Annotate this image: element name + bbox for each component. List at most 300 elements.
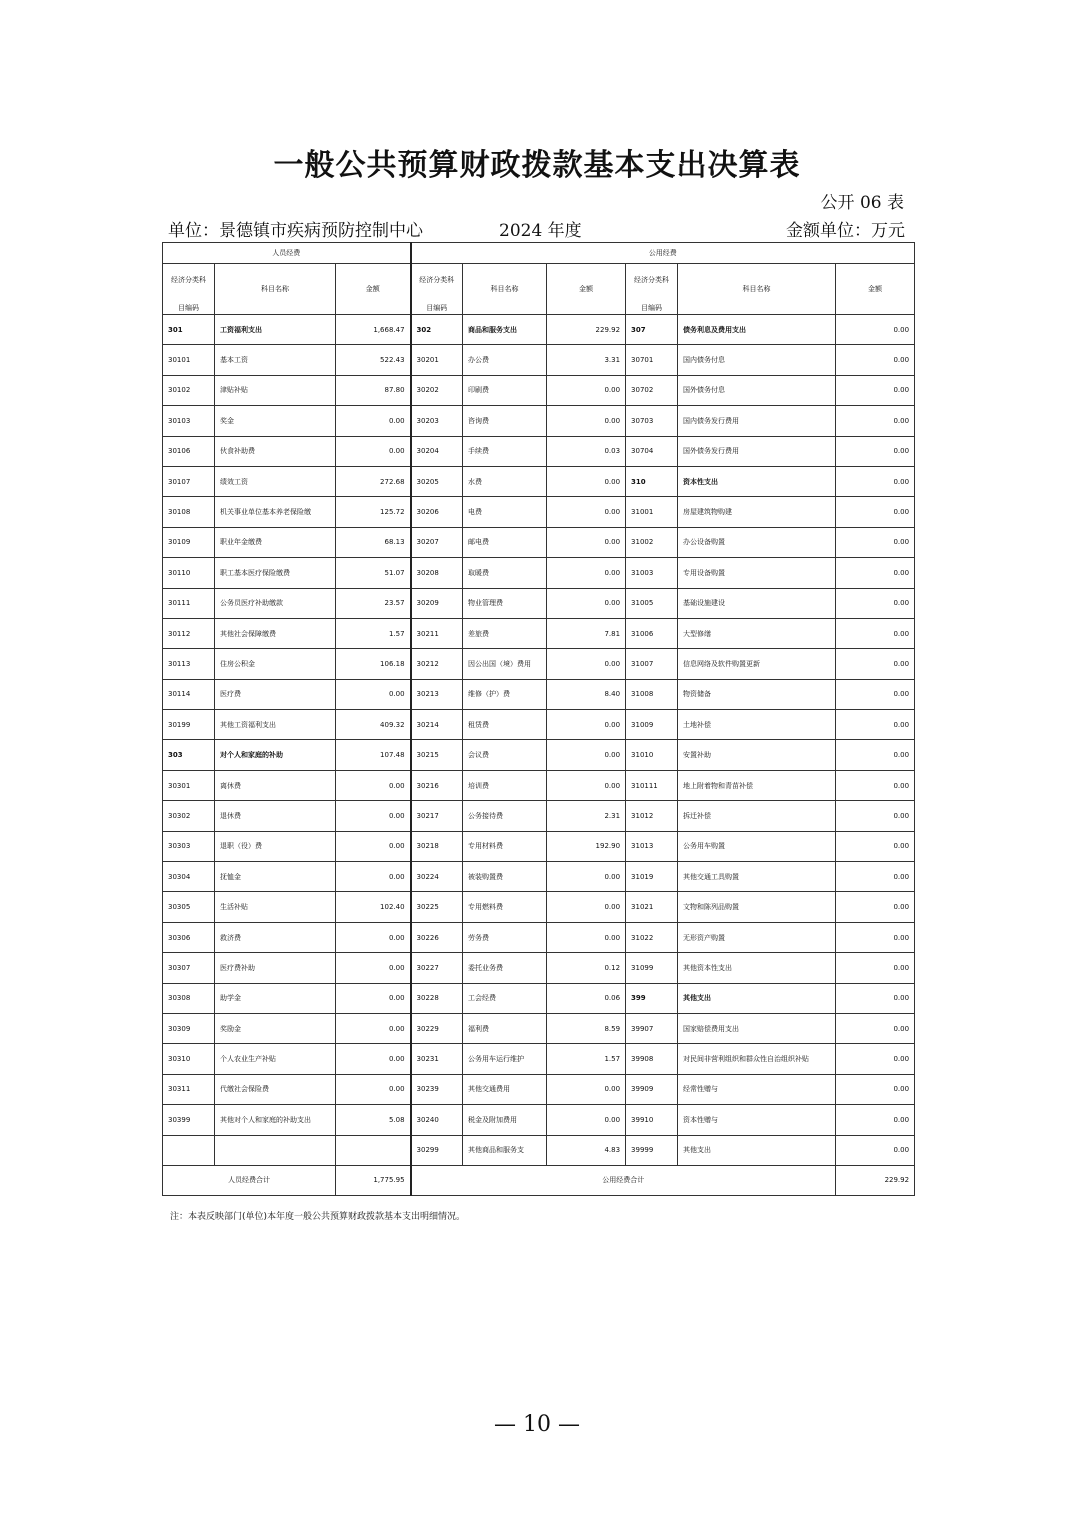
cell-code: 31012 — [626, 801, 678, 831]
table-row — [163, 436, 915, 466]
cell-code: 30110 — [163, 558, 215, 588]
cell-code: 30303 — [163, 831, 215, 861]
table-row — [163, 862, 915, 892]
cell-name: 福利费 — [463, 1013, 547, 1043]
cell-amount: 0.00 — [836, 345, 915, 375]
page-number: — 10 — — [494, 1412, 580, 1437]
cell-name: 办公费 — [463, 345, 547, 375]
cell-name: 商品和服务支出 — [463, 315, 547, 345]
cell-amount: 0.12 — [547, 953, 626, 983]
cell-code: 30113 — [163, 649, 215, 679]
cell-name: 工会经费 — [463, 983, 547, 1013]
cell-code: 30206 — [411, 497, 463, 527]
cell-name: 对个人和家庭的补助 — [215, 740, 336, 770]
cell-code: 30310 — [163, 1044, 215, 1074]
cell-code: 30114 — [163, 679, 215, 709]
cell-name: 公务用车运行维护 — [463, 1044, 547, 1074]
table-row — [163, 770, 915, 800]
table-row — [163, 497, 915, 527]
cell-code: 31003 — [626, 558, 678, 588]
cell-amount: 0.00 — [547, 588, 626, 618]
cell-name: 医疗费 — [215, 679, 336, 709]
cell-amount: 0.00 — [836, 1105, 915, 1135]
cell-amount: 0.00 — [547, 1074, 626, 1104]
cell-name: 咨询费 — [463, 406, 547, 436]
cell-amount: 0.00 — [836, 618, 915, 648]
cell-code: 31019 — [626, 862, 678, 892]
cell-code: 30209 — [411, 588, 463, 618]
cell-amount: 0.00 — [547, 375, 626, 405]
cell-amount: 68.13 — [336, 527, 411, 557]
cell-name: 基本工资 — [215, 345, 336, 375]
cell-name: 电费 — [463, 497, 547, 527]
cell-name: 取暖费 — [463, 558, 547, 588]
table-row — [163, 983, 915, 1013]
cell-name: 对民间非营利组织和群众性自治组织补贴 — [678, 1044, 836, 1074]
cell-amount: 0.00 — [336, 679, 411, 709]
cell-code: 30199 — [163, 710, 215, 740]
cell-name: 国内债务发行费用 — [678, 406, 836, 436]
table-row — [163, 892, 915, 922]
cell-code: 30307 — [163, 953, 215, 983]
cell-code: 30107 — [163, 466, 215, 496]
cell-amount: 0.00 — [547, 892, 626, 922]
footnote: 注：本表反映部门(单位)本年度一般公共预算财政拨款基本支出明细情况。 — [170, 1212, 466, 1222]
table-row — [163, 649, 915, 679]
expenditure-table — [162, 242, 915, 1196]
cell-code: 31009 — [626, 710, 678, 740]
cell-name: 公务用车购置 — [678, 831, 836, 861]
cell-code: 31022 — [626, 922, 678, 952]
cell-code: 31001 — [626, 497, 678, 527]
cell-code: 30214 — [411, 710, 463, 740]
meta-row — [168, 216, 905, 240]
cell-amount: 272.68 — [336, 466, 411, 496]
personnel-total-value: 1,775.95 — [336, 1165, 411, 1195]
cell-code: 30311 — [163, 1074, 215, 1104]
cell-code: 30304 — [163, 862, 215, 892]
cell-name: 工资福利支出 — [215, 315, 336, 345]
cell-amount: 0.00 — [836, 801, 915, 831]
cell-amount: 102.40 — [336, 892, 411, 922]
cell-code: 31013 — [626, 831, 678, 861]
cell-name: 资本性赠与 — [678, 1105, 836, 1135]
cell-amount: 0.00 — [336, 1013, 411, 1043]
cell-amount: 0.00 — [336, 406, 411, 436]
table-row — [163, 922, 915, 952]
cell-code: 310 — [626, 466, 678, 496]
cell-code: 30309 — [163, 1013, 215, 1043]
cell-amount: 5.08 — [336, 1105, 411, 1135]
cell-amount: 522.43 — [336, 345, 411, 375]
cell-name: 房屋建筑物购建 — [678, 497, 836, 527]
cell-name: 公务员医疗补助缴款 — [215, 588, 336, 618]
cell-name: 专用燃料费 — [463, 892, 547, 922]
cell-amount: 1.57 — [336, 618, 411, 648]
cell-amount: 0.00 — [836, 983, 915, 1013]
year-label: 2024 年度 — [499, 221, 582, 241]
group-header-public: 公用经费 — [411, 243, 915, 264]
cell-code: 30227 — [411, 953, 463, 983]
cell-code: 30399 — [163, 1105, 215, 1135]
cell-code: 310111 — [626, 770, 678, 800]
cell-code: 31099 — [626, 953, 678, 983]
cell-amount: 0.00 — [547, 862, 626, 892]
cell-amount: 0.00 — [836, 740, 915, 770]
cell-amount: 0.00 — [836, 862, 915, 892]
cell-code: 31005 — [626, 588, 678, 618]
cell-name: 邮电费 — [463, 527, 547, 557]
cell-name: 救济费 — [215, 922, 336, 952]
cell-amount: 8.59 — [547, 1013, 626, 1043]
cell-code: 30108 — [163, 497, 215, 527]
cell-name: 其他支出 — [678, 1135, 836, 1165]
cell-name: 资本性支出 — [678, 466, 836, 496]
cell-name: 抚恤金 — [215, 862, 336, 892]
cell-amount: 409.32 — [336, 710, 411, 740]
table-row — [163, 679, 915, 709]
cell-name: 信息网络及软件购置更新 — [678, 649, 836, 679]
cell-code: 39909 — [626, 1074, 678, 1104]
cell-amount: 51.07 — [336, 558, 411, 588]
cell-name: 手续费 — [463, 436, 547, 466]
cell-amount: 0.00 — [547, 406, 626, 436]
table-row — [163, 406, 915, 436]
cell-name: 伙食补助费 — [215, 436, 336, 466]
cell-amount: 0.00 — [836, 375, 915, 405]
cell-name: 地上附着物和青苗补偿 — [678, 770, 836, 800]
cell-amount: 0.00 — [547, 1105, 626, 1135]
table-row — [163, 1044, 915, 1074]
cell-name: 其他支出 — [678, 983, 836, 1013]
cell-code: 30305 — [163, 892, 215, 922]
cell-name: 其他交通工具购置 — [678, 862, 836, 892]
cell-amount: 0.00 — [836, 466, 915, 496]
cell-name: 个人农业生产补贴 — [215, 1044, 336, 1074]
cell-name: 经常性赠与 — [678, 1074, 836, 1104]
cell-amount: 0.00 — [836, 588, 915, 618]
cell-amount: 0.00 — [836, 497, 915, 527]
cell-name: 住房公积金 — [215, 649, 336, 679]
cell-name: 因公出国（境）费用 — [463, 649, 547, 679]
personnel-total-label: 人员经费合计 — [163, 1165, 336, 1195]
table-row — [163, 831, 915, 861]
cell-code: 30101 — [163, 345, 215, 375]
cell-amount: 0.00 — [547, 649, 626, 679]
cell-code: 39910 — [626, 1105, 678, 1135]
cell-amount: 4.83 — [547, 1135, 626, 1165]
cell-name: 绩效工资 — [215, 466, 336, 496]
cell-name: 公务接待费 — [463, 801, 547, 831]
table-row — [163, 527, 915, 557]
cell-amount: 0.00 — [836, 1074, 915, 1104]
cell-name: 委托业务费 — [463, 953, 547, 983]
cell-name: 国外债务发行费用 — [678, 436, 836, 466]
cell-name: 被装购置费 — [463, 862, 547, 892]
cell-name: 医疗费补助 — [215, 953, 336, 983]
cell-name: 机关事业单位基本养老保险缴 — [215, 497, 336, 527]
cell-code: 30302 — [163, 801, 215, 831]
cell-code: 30240 — [411, 1105, 463, 1135]
header-name: 科目名称 — [215, 264, 336, 315]
cell-code: 30216 — [411, 770, 463, 800]
cell-code: 30704 — [626, 436, 678, 466]
cell-code: 30112 — [163, 618, 215, 648]
header-code: 经济分类科 目编码 — [411, 264, 463, 315]
cell-amount: 0.00 — [836, 1044, 915, 1074]
cell-name: 水费 — [463, 466, 547, 496]
cell-amount: 7.81 — [547, 618, 626, 648]
cell-amount: 0.00 — [547, 527, 626, 557]
table-row — [163, 953, 915, 983]
cell-amount: 0.00 — [336, 770, 411, 800]
table-row — [163, 740, 915, 770]
cell-amount: 0.00 — [836, 710, 915, 740]
cell-code: 30231 — [411, 1044, 463, 1074]
cell-code: 30211 — [411, 618, 463, 648]
cell-amount: 192.90 — [547, 831, 626, 861]
cell-amount: 0.00 — [336, 801, 411, 831]
cell-code: 30103 — [163, 406, 215, 436]
header-amount: 金额 — [836, 264, 915, 315]
cell-code: 30213 — [411, 679, 463, 709]
public-total-label: 公用经费合计 — [411, 1165, 836, 1195]
cell-code: 30701 — [626, 345, 678, 375]
cell-code: 39907 — [626, 1013, 678, 1043]
page-title: 一般公共预算财政拨款基本支出决算表 — [273, 148, 801, 183]
cell-name: 其他社会保障缴费 — [215, 618, 336, 648]
table-row — [163, 466, 915, 496]
cell-code: 30207 — [411, 527, 463, 557]
cell-code: 30226 — [411, 922, 463, 952]
table-row — [163, 1135, 915, 1165]
cell-code: 31002 — [626, 527, 678, 557]
cell-name: 文物和陈列品购置 — [678, 892, 836, 922]
cell-code: 302 — [411, 315, 463, 345]
cell-amount: 1,668.47 — [336, 315, 411, 345]
cell-code: 30229 — [411, 1013, 463, 1043]
table-row — [163, 375, 915, 405]
cell-code — [163, 1135, 215, 1165]
cell-code: 31021 — [626, 892, 678, 922]
cell-amount — [336, 1135, 411, 1165]
cell-amount: 0.00 — [336, 983, 411, 1013]
cell-name: 培训费 — [463, 770, 547, 800]
cell-name: 差旅费 — [463, 618, 547, 648]
cell-amount: 0.00 — [547, 770, 626, 800]
cell-amount: 0.00 — [547, 922, 626, 952]
cell-code: 30212 — [411, 649, 463, 679]
cell-name: 奖励金 — [215, 1013, 336, 1043]
table-row — [163, 1105, 915, 1135]
cell-amount: 0.03 — [547, 436, 626, 466]
cell-amount: 125.72 — [336, 497, 411, 527]
cell-name: 其他对个人和家庭的补助支出 — [215, 1105, 336, 1135]
cell-amount: 0.00 — [836, 892, 915, 922]
amount-unit-label: 金额单位：万元 — [786, 221, 905, 241]
cell-code: 30703 — [626, 406, 678, 436]
cell-name: 助学金 — [215, 983, 336, 1013]
cell-name: 津贴补贴 — [215, 375, 336, 405]
cell-code: 30109 — [163, 527, 215, 557]
form-code: 公开 06 表 — [820, 193, 904, 213]
cell-name: 物业管理费 — [463, 588, 547, 618]
cell-code: 30218 — [411, 831, 463, 861]
cell-name: 国外债务付息 — [678, 375, 836, 405]
public-total-value: 229.92 — [836, 1165, 915, 1195]
cell-name: 安置补助 — [678, 740, 836, 770]
cell-name: 基础设施建设 — [678, 588, 836, 618]
cell-name — [215, 1135, 336, 1165]
cell-name: 办公设备购置 — [678, 527, 836, 557]
cell-amount: 87.80 — [336, 375, 411, 405]
cell-name: 专用设备购置 — [678, 558, 836, 588]
cell-name: 债务利息及费用支出 — [678, 315, 836, 345]
cell-amount: 2.31 — [547, 801, 626, 831]
group-header-personnel: 人员经费 — [163, 243, 411, 264]
cell-amount: 0.00 — [336, 436, 411, 466]
table-row — [163, 1013, 915, 1043]
cell-code: 39999 — [626, 1135, 678, 1165]
cell-name: 国内债务付息 — [678, 345, 836, 375]
cell-amount: 0.00 — [547, 740, 626, 770]
cell-amount: 23.57 — [336, 588, 411, 618]
table-row — [163, 801, 915, 831]
cell-amount: 0.00 — [336, 831, 411, 861]
cell-name: 大型修缮 — [678, 618, 836, 648]
cell-name: 维修（护）费 — [463, 679, 547, 709]
cell-code: 30215 — [411, 740, 463, 770]
header-name: 科目名称 — [678, 264, 836, 315]
cell-code: 307 — [626, 315, 678, 345]
cell-name: 离休费 — [215, 770, 336, 800]
cell-code: 30308 — [163, 983, 215, 1013]
table-row — [163, 710, 915, 740]
cell-code: 303 — [163, 740, 215, 770]
cell-amount: 0.06 — [547, 983, 626, 1013]
header-code: 经济分类科 目编码 — [163, 264, 215, 315]
cell-code: 30102 — [163, 375, 215, 405]
cell-code: 30201 — [411, 345, 463, 375]
cell-name: 税金及附加费用 — [463, 1105, 547, 1135]
cell-code: 30702 — [626, 375, 678, 405]
cell-code: 30208 — [411, 558, 463, 588]
cell-amount: 0.00 — [336, 862, 411, 892]
cell-name: 其他工资福利支出 — [215, 710, 336, 740]
cell-name: 职业年金缴费 — [215, 527, 336, 557]
cell-code: 30225 — [411, 892, 463, 922]
cell-code: 31008 — [626, 679, 678, 709]
header-amount: 金额 — [336, 264, 411, 315]
cell-code: 399 — [626, 983, 678, 1013]
cell-name: 印刷费 — [463, 375, 547, 405]
cell-name: 其他交通费用 — [463, 1074, 547, 1104]
cell-name: 退职（役）费 — [215, 831, 336, 861]
cell-name: 专用材料费 — [463, 831, 547, 861]
cell-amount: 0.00 — [336, 1044, 411, 1074]
cell-amount: 0.00 — [836, 770, 915, 800]
cell-amount: 0.00 — [836, 649, 915, 679]
cell-amount: 0.00 — [547, 466, 626, 496]
cell-code: 30202 — [411, 375, 463, 405]
table-row — [163, 618, 915, 648]
cell-code: 30239 — [411, 1074, 463, 1104]
cell-amount: 0.00 — [836, 1013, 915, 1043]
unit-label: 单位：景德镇市疾病预防控制中心 — [168, 221, 423, 241]
cell-code: 30217 — [411, 801, 463, 831]
header-code: 经济分类科 目编码 — [626, 264, 678, 315]
cell-name: 劳务费 — [463, 922, 547, 952]
cell-name: 拆迁补偿 — [678, 801, 836, 831]
cell-name: 物资储备 — [678, 679, 836, 709]
cell-code: 301 — [163, 315, 215, 345]
table-body — [163, 315, 915, 1166]
cell-code: 39908 — [626, 1044, 678, 1074]
cell-amount: 8.40 — [547, 679, 626, 709]
cell-amount: 0.00 — [836, 436, 915, 466]
cell-amount: 0.00 — [836, 558, 915, 588]
cell-code: 30224 — [411, 862, 463, 892]
cell-amount: 107.48 — [336, 740, 411, 770]
cell-name: 代缴社会保险费 — [215, 1074, 336, 1104]
cell-code: 30299 — [411, 1135, 463, 1165]
cell-code: 30204 — [411, 436, 463, 466]
header-amount: 金额 — [547, 264, 626, 315]
cell-amount: 0.00 — [836, 406, 915, 436]
table-row — [163, 1074, 915, 1104]
cell-name: 土地补偿 — [678, 710, 836, 740]
table-row — [163, 558, 915, 588]
header-name: 科目名称 — [463, 264, 547, 315]
cell-amount: 0.00 — [836, 831, 915, 861]
cell-code: 30301 — [163, 770, 215, 800]
table-row — [163, 588, 915, 618]
cell-amount: 0.00 — [836, 679, 915, 709]
cell-code: 30228 — [411, 983, 463, 1013]
cell-amount: 0.00 — [836, 1135, 915, 1165]
cell-amount: 0.00 — [836, 953, 915, 983]
cell-amount: 229.92 — [547, 315, 626, 345]
cell-amount: 0.00 — [836, 315, 915, 345]
cell-code: 30203 — [411, 406, 463, 436]
cell-amount: 106.18 — [336, 649, 411, 679]
cell-code: 30205 — [411, 466, 463, 496]
cell-code: 31006 — [626, 618, 678, 648]
cell-name: 退休费 — [215, 801, 336, 831]
cell-code: 30306 — [163, 922, 215, 952]
cell-code: 30106 — [163, 436, 215, 466]
cell-amount: 0.00 — [336, 922, 411, 952]
cell-amount: 0.00 — [336, 1074, 411, 1104]
cell-amount: 0.00 — [547, 497, 626, 527]
cell-code: 31010 — [626, 740, 678, 770]
cell-name: 职工基本医疗保险缴费 — [215, 558, 336, 588]
cell-name: 国家赔偿费用支出 — [678, 1013, 836, 1043]
cell-name: 生活补贴 — [215, 892, 336, 922]
cell-name: 租赁费 — [463, 710, 547, 740]
cell-amount: 0.00 — [836, 527, 915, 557]
cell-code: 31007 — [626, 649, 678, 679]
cell-name: 其他资本性支出 — [678, 953, 836, 983]
cell-amount: 3.31 — [547, 345, 626, 375]
cell-name: 其他商品和服务支 — [463, 1135, 547, 1165]
cell-amount: 0.00 — [836, 922, 915, 952]
cell-name: 无形资产购置 — [678, 922, 836, 952]
cell-name: 会议费 — [463, 740, 547, 770]
table-row — [163, 315, 915, 345]
table-row — [163, 345, 915, 375]
cell-code: 30111 — [163, 588, 215, 618]
